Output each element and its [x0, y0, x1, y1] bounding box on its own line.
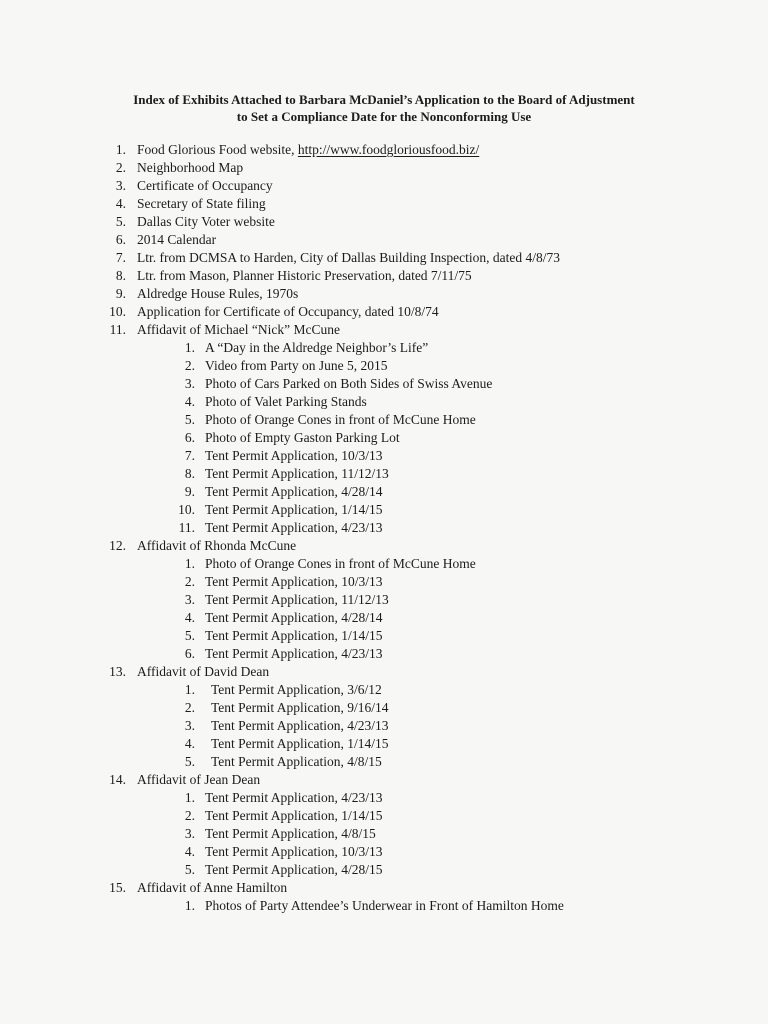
exhibit-text [137, 267, 472, 285]
exhibit-number: 9. [115, 286, 126, 301]
sub-exhibit-number: 4. [184, 736, 195, 751]
sub-exhibit-text: Photos of Party Attendee’s Underwear in Front of Hamilton Home [205, 898, 564, 913]
sub-exhibit-item [0, 825, 768, 843]
sub-exhibit-text: Tent Permit Application, 4/23/13 [205, 646, 383, 661]
sub-exhibit-text: Tent Permit Application, 4/23/13 [205, 520, 383, 535]
sub-exhibit-number: 2. [184, 574, 195, 589]
sub-exhibit-number: 1. [184, 556, 195, 571]
sub-exhibit-number: 6. [184, 430, 195, 445]
exhibit-item [0, 285, 768, 303]
sub-exhibit-text: Photo of Valet Parking Stands [205, 394, 367, 409]
exhibit-item [0, 663, 768, 681]
sub-exhibit-text: Tent Permit Application, 10/3/13 [205, 844, 383, 859]
sub-exhibit-number: 1. [184, 682, 195, 697]
sub-exhibit-item [0, 735, 768, 753]
sub-exhibit-item [0, 357, 768, 375]
exhibit-label: Affidavit of Rhonda McCune [137, 538, 297, 553]
title-line-2: to Set a Compliance Date for the Nonconforming Use [236, 109, 532, 124]
exhibit-number: 14. [109, 772, 126, 787]
sub-exhibit-text: Tent Permit Application, 1/14/15 [205, 502, 383, 517]
exhibit-item [0, 213, 768, 231]
sub-exhibit-item [0, 807, 768, 825]
sub-exhibit-number: 2. [184, 700, 195, 715]
document-title [60, 91, 708, 125]
sub-exhibit-item [0, 897, 768, 915]
exhibit-number: 5. [115, 214, 126, 229]
sub-exhibit-item [0, 555, 768, 573]
sub-exhibit-text: Tent Permit Application, 4/28/15 [205, 862, 383, 877]
exhibit-text [137, 321, 340, 339]
exhibit-label: Dallas City Voter website [137, 214, 275, 229]
sub-exhibit-item [0, 429, 768, 447]
exhibit-label: Affidavit of David Dean [137, 664, 270, 679]
sub-exhibit-item [0, 573, 768, 591]
sub-exhibit-number: 3. [184, 592, 195, 607]
exhibit-label: Food Glorious Food website, [137, 142, 298, 157]
exhibit-text [137, 771, 260, 789]
sub-exhibit-text: Tent Permit Application, 4/8/15 [211, 754, 382, 769]
sub-exhibit-item [0, 411, 768, 429]
exhibit-text [137, 141, 479, 159]
sub-exhibit-item [0, 393, 768, 411]
sub-exhibit-number: 10. [178, 502, 195, 517]
sub-exhibit-number: 4. [184, 610, 195, 625]
exhibit-item [0, 249, 768, 267]
sub-exhibit-text: Tent Permit Application, 1/14/15 [211, 736, 389, 751]
sub-exhibit-item [0, 483, 768, 501]
exhibit-item [0, 141, 768, 159]
sub-exhibit-number: 5. [184, 754, 195, 769]
exhibit-text [137, 177, 273, 195]
sub-exhibit-item [0, 627, 768, 645]
exhibit-number: 10. [109, 304, 126, 319]
sub-exhibit-text: Tent Permit Application, 4/23/13 [205, 790, 383, 805]
exhibit-text [137, 231, 216, 249]
sub-exhibit-number: 7. [184, 448, 195, 463]
exhibit-label: Affidavit of Jean Dean [137, 772, 261, 787]
sub-exhibit-item [0, 375, 768, 393]
sub-exhibit-text: A “Day in the Aldredge Neighbor’s Life” [205, 340, 429, 355]
sub-exhibit-number: 3. [184, 826, 195, 841]
sub-exhibit-item [0, 447, 768, 465]
exhibit-text [137, 195, 266, 213]
exhibit-item [0, 177, 768, 195]
sub-exhibit-number: 8. [184, 466, 195, 481]
sub-exhibit-number: 3. [184, 718, 195, 733]
exhibit-label: Ltr. from DCMSA to Harden, City of Dallas Building Inspection, dated 4/8/73 [137, 250, 560, 265]
exhibit-number: 6. [115, 232, 126, 247]
title-line-1: Index of Exhibits Attached to Barbara McDaniel’s Application to the Board of Adjustment [133, 92, 635, 107]
exhibit-number: 3. [115, 178, 126, 193]
exhibit-label: Neighborhood Map [137, 160, 244, 175]
exhibit-label: Affidavit of Michael “Nick” McCune [137, 322, 340, 337]
sub-exhibit-number: 1. [184, 898, 195, 913]
sub-exhibit-text: Tent Permit Application, 4/23/13 [211, 718, 389, 733]
sub-exhibit-text: Photo of Empty Gaston Parking Lot [205, 430, 400, 445]
sub-exhibit-text: Tent Permit Application, 10/3/13 [205, 574, 383, 589]
sub-exhibit-item [0, 465, 768, 483]
exhibit-number: 1. [115, 142, 126, 157]
sub-exhibit-text: Tent Permit Application, 1/14/15 [205, 628, 383, 643]
exhibit-text [137, 285, 298, 303]
sub-exhibit-number: 5. [184, 412, 195, 427]
exhibit-item [0, 231, 768, 249]
sub-exhibit-text: Tent Permit Application, 4/28/14 [205, 610, 383, 625]
sub-exhibit-text: Tent Permit Application, 1/14/15 [205, 808, 383, 823]
sub-exhibit-number: 6. [184, 646, 195, 661]
sub-exhibit-item [0, 861, 768, 879]
sub-exhibit-number: 5. [184, 628, 195, 643]
exhibit-text [137, 879, 287, 897]
exhibit-text [137, 303, 439, 321]
sub-exhibit-text: Tent Permit Application, 11/12/13 [205, 466, 389, 481]
exhibit-item [0, 321, 768, 339]
sub-exhibit-text: Photo of Cars Parked on Both Sides of Swiss Avenue [205, 376, 493, 391]
sub-exhibit-item [0, 717, 768, 735]
exhibit-label: Ltr. from Mason, Planner Historic Preservation, dated 7/11/75 [137, 268, 472, 283]
sub-exhibit-text: Photo of Orange Cones in front of McCune Home [205, 412, 476, 427]
sub-exhibit-text: Tent Permit Application, 10/3/13 [205, 448, 383, 463]
exhibit-item [0, 159, 768, 177]
exhibit-item [0, 771, 768, 789]
sub-exhibit-text: Tent Permit Application, 9/16/14 [211, 700, 389, 715]
exhibit-item [0, 879, 768, 897]
exhibit-text [137, 213, 275, 231]
exhibit-text [137, 537, 296, 555]
exhibit-text [137, 159, 243, 177]
exhibit-number: 4. [115, 196, 126, 211]
sub-exhibit-number: 11. [178, 520, 195, 535]
sub-exhibit-text: Tent Permit Application, 4/8/15 [205, 826, 376, 841]
sub-exhibit-text: Tent Permit Application, 3/6/12 [211, 682, 382, 697]
exhibit-label: Affidavit of Anne Hamilton [137, 880, 288, 895]
exhibit-label: Aldredge House Rules, 1970s [137, 286, 299, 301]
sub-exhibit-number: 5. [184, 862, 195, 877]
sub-exhibit-item [0, 609, 768, 627]
sub-exhibit-item [0, 519, 768, 537]
sub-exhibit-item [0, 681, 768, 699]
sub-exhibit-number: 1. [184, 340, 195, 355]
exhibit-number: 12. [109, 538, 126, 553]
sub-exhibit-number: 2. [184, 358, 195, 373]
exhibit-number: 7. [115, 250, 126, 265]
sub-exhibit-number: 3. [184, 376, 195, 391]
exhibit-text [137, 249, 560, 267]
exhibit-item [0, 303, 768, 321]
sub-exhibit-item [0, 699, 768, 717]
sub-exhibit-item [0, 645, 768, 663]
exhibit-number: 15. [109, 880, 126, 895]
exhibit-item [0, 537, 768, 555]
sub-exhibit-text: Video from Party on June 5, 2015 [205, 358, 388, 373]
sub-exhibit-item [0, 843, 768, 861]
exhibit-number: 11. [109, 322, 126, 337]
sub-exhibit-item [0, 789, 768, 807]
exhibit-number: 13. [109, 664, 126, 679]
sub-exhibit-number: 9. [184, 484, 195, 499]
sub-exhibit-number: 4. [184, 844, 195, 859]
exhibit-label: Secretary of State filing [137, 196, 266, 211]
sub-exhibit-text: Tent Permit Application, 11/12/13 [205, 592, 389, 607]
exhibit-list [0, 141, 768, 915]
sub-exhibit-number: 2. [184, 808, 195, 823]
sub-exhibit-text: Photo of Orange Cones in front of McCune Home [205, 556, 476, 571]
sub-exhibit-item [0, 501, 768, 519]
exhibit-label: Application for Certificate of Occupancy, dated 10/8/74 [137, 304, 439, 319]
sub-exhibit-number: 1. [184, 790, 195, 805]
sub-exhibit-item [0, 339, 768, 357]
exhibit-number: 2. [115, 160, 126, 175]
exhibit-label: Certificate of Occupancy [137, 178, 273, 193]
sub-exhibit-text: Tent Permit Application, 4/28/14 [205, 484, 383, 499]
sub-exhibit-item [0, 753, 768, 771]
exhibit-item [0, 195, 768, 213]
exhibit-item [0, 267, 768, 285]
sub-exhibit-item [0, 591, 768, 609]
website-link[interactable]: http://www.foodgloriousfood.biz/ [297, 142, 480, 157]
exhibit-label: 2014 Calendar [137, 232, 217, 247]
exhibit-text [137, 663, 269, 681]
sub-exhibit-number: 4. [184, 394, 195, 409]
exhibit-number: 8. [115, 268, 126, 283]
